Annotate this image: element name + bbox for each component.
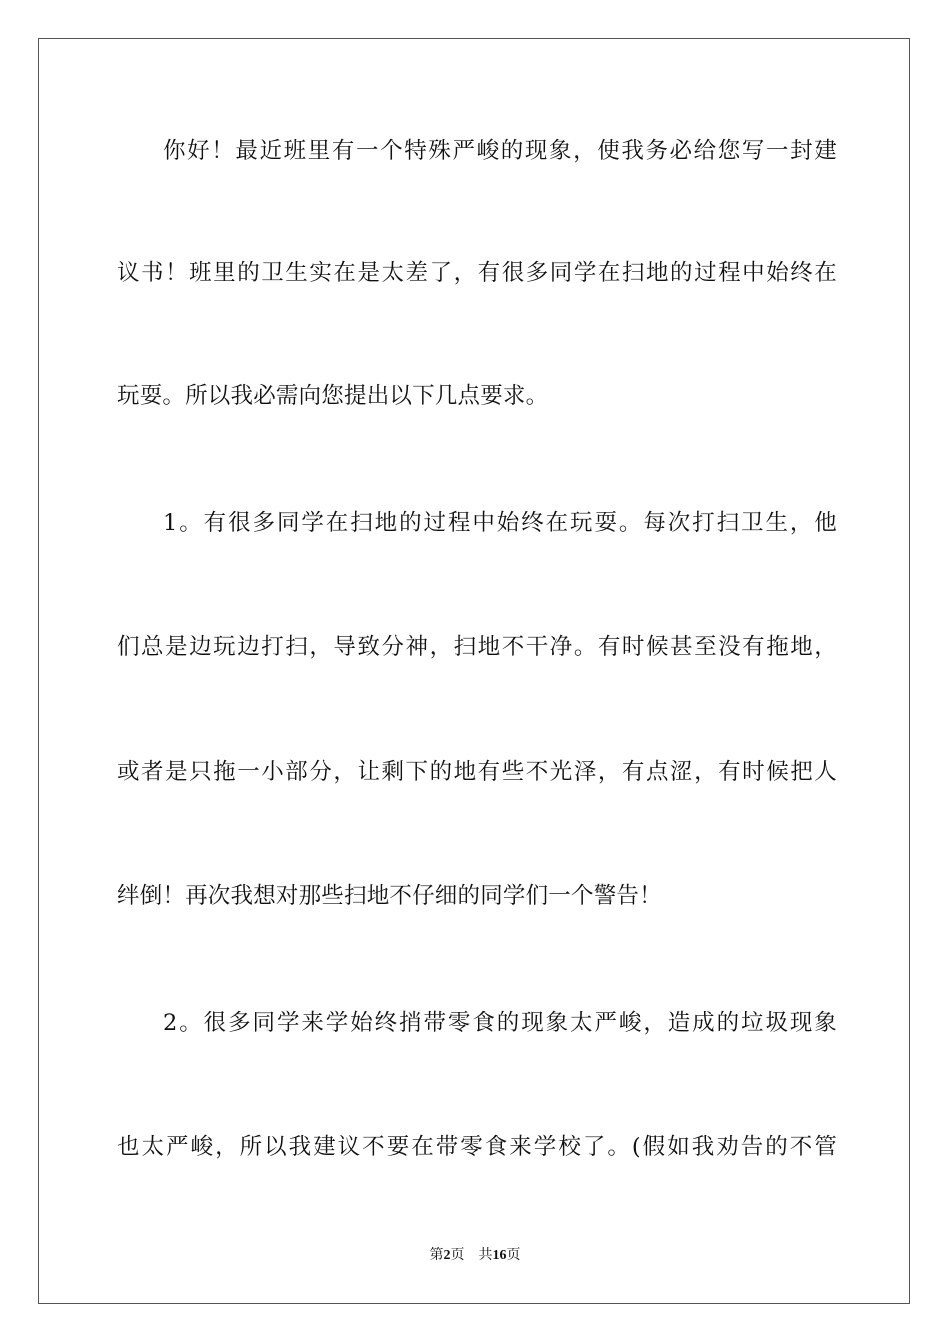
footer-page-number: 2 (443, 1248, 451, 1263)
footer-page-suffix: 页 (450, 1248, 465, 1263)
paragraph-line-6: 或者是只拖一小部分，让剩下的地有些不光泽，有点涩，有时候把人 (117, 759, 837, 785)
footer-total-prefix: 共 (478, 1248, 493, 1263)
footer-total-suffix: 页 (506, 1248, 521, 1263)
paragraph-line-9: 也太严峻，所以我建议不要在带零食来学校了。(假如我劝告的不管 (117, 1134, 837, 1160)
paragraph-line-5: 们总是边玩边打扫，导致分神，扫地不干净。有时候甚至没有拖地， (117, 634, 837, 660)
paragraph-line-4: 1。有很多同学在扫地的过程中始终在玩耍。每次打扫卫生，他 (163, 510, 837, 536)
page-footer (0, 1247, 950, 1265)
page-border (38, 38, 910, 1304)
paragraph-line-1: 你好！最近班里有一个特殊严峻的现象，使我务必给您写一封建 (163, 138, 837, 164)
paragraph-line-2: 议书！班里的卫生实在是太差了，有很多同学在扫地的过程中始终在 (117, 260, 837, 286)
paragraph-line-8: 2。很多同学来学始终捎带零食的现象太严峻，造成的垃圾现象 (163, 1010, 837, 1036)
footer-page-prefix: 第 (429, 1248, 444, 1263)
paragraph-line-7: 绊倒！再次我想对那些扫地不仔细的同学们一个警告！ (117, 883, 662, 909)
paragraph-line-3: 玩耍。所以我必需向您提出以下几点要求。 (117, 383, 549, 409)
footer-total-pages: 16 (492, 1248, 507, 1263)
